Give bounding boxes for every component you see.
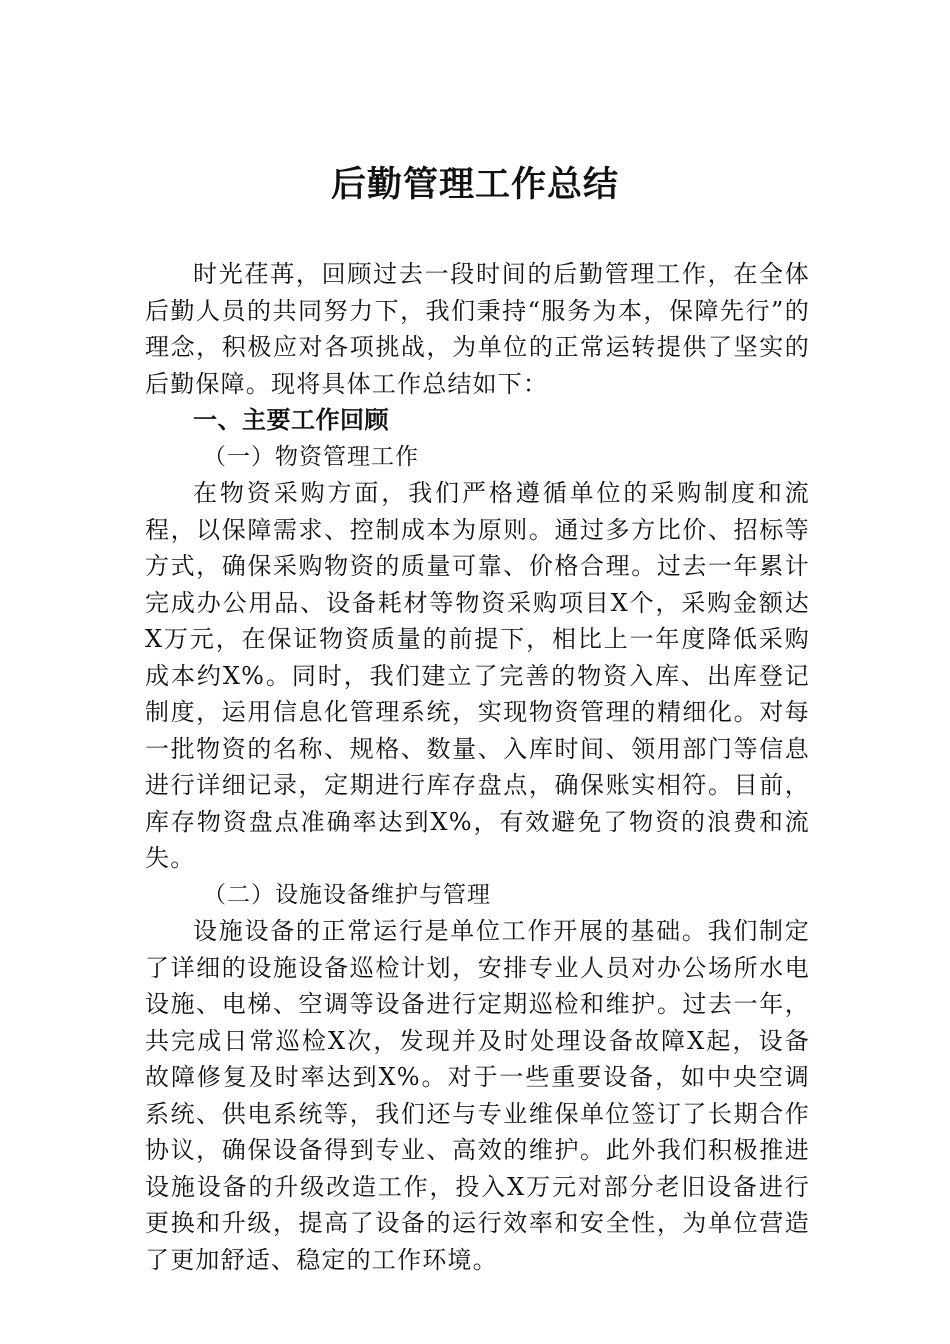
subsection-paragraph: 设施设备的正常运行是单位工作开展的基础。我们制定了详细的设施设备巡检计划，安排专业人员对办公场所水电设施、电梯、空调等设备进行定期巡检和维护。过去一年，共完成日常巡检X次，发现并及时处理设备故障X起，设备故障修复及时率达到X%。对于一些重要设备，如中央空调系统、供电系统等，我们还与专业维保单位签订了长期合作协议，确保设备得到专业、高效的维护。此外我们积极推进设施设备的升级改造工作，投入X万元对部分老旧设备进行更换和升级，提高了设备的运行效率和安全性，为单位营造了更加舒适、稳定的工作环境。 [145, 917, 810, 1274]
document-body [145, 256, 810, 1278]
document-title: 后勤管理工作总结 [330, 164, 619, 205]
subsection-paragraph: 在物资采购方面，我们严格遵循单位的采购制度和流程，以保障需求、控制成本为原则。通过多方比价、招标等方式，确保采购物资的质量可靠、价格合理。过去一年累计完成办公用品、设备耗材等物资采购项目X个，采购金额达X万元，在保证物资质量的前提下，相比上一年度降低采购成本约X%。同时，我们建立了完善的物资入库、出库登记制度，运用信息化管理系统，实现物资管理的精细化。对每一批物资的名称、规格、数量、入库时间、领用部门等信息进行详细记录，定期进行库存盘点，确保账实相符。目前，库存物资盘点准确率达到X%，有效避免了物资的浪费和流失。 [145, 479, 810, 872]
section-heading: 一、主要工作回顾 [193, 406, 389, 434]
intro-paragraph: 时光荏苒，回顾过去一段时间的后勤管理工作，在全体后勤人员的共同努力下，我们秉持“服务为本，保障先行”的理念，积极应对各项挑战，为单位的正常运转提供了坚实的后勤保障。现将具体工作总结如下： [145, 260, 810, 398]
subsection-heading: （一）物资管理工作 [203, 443, 419, 470]
subsection-heading: （二）设施设备维护与管理 [203, 881, 491, 908]
